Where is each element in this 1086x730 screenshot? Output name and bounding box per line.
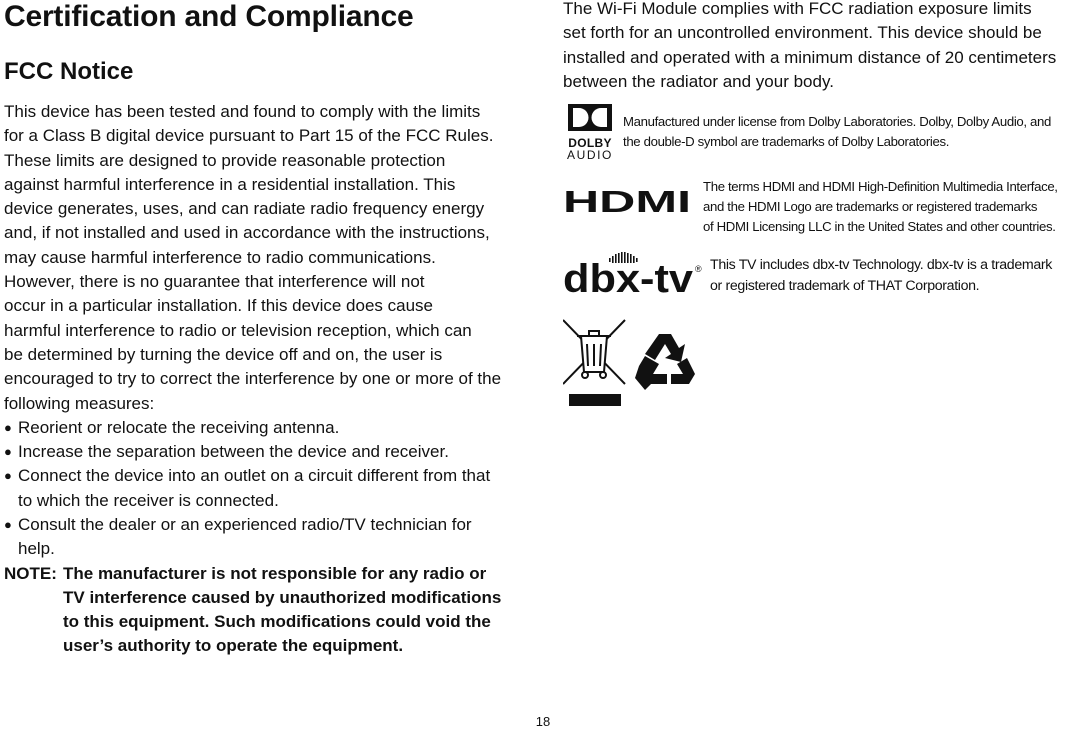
fcc-line: may cause harmful interference to radio communications. [4,247,436,267]
hdmi-line: The terms HDMI and HDMI High-Definition Multimedia Interface, [703,179,1058,194]
note-line: TV interference caused by unauthorized modifications [63,587,502,607]
fcc-line: be determined by turning the device off and on, the user is [4,344,443,364]
dbx-tv-logo-icon [563,252,705,296]
wifi-line: set forth for an uncontrolled environment. This device should be [563,23,1042,43]
measures-list [4,416,530,562]
right-column [563,0,1086,296]
note-line: user’s authority to operate the equipment. [63,635,404,655]
list-item [4,416,530,440]
note-line: to this equipment. Such modifications could void the [63,611,491,631]
disposal-icons [563,318,703,415]
dolby-section [563,102,1051,162]
wifi-line: installed and operated with a minimum distance of 20 centimeters [563,47,1057,67]
measure-line: Connect the device into an outlet on a circuit different from that [18,466,491,486]
wifi-line: The Wi-Fi Module complies with FCC radiation exposure limits [563,0,1032,18]
dbx-logo [563,252,705,301]
fcc-line: device generates, uses, and can radiate radio frequency energy [4,199,485,219]
dbx-section [563,252,1052,301]
fcc-line: These limits are designed to provide reasonable protection [4,150,446,170]
hdmi-line: of HDMI Licensing LLC in the United States and other countries. [703,219,1056,234]
measure-line: to which the receiver is connected. [18,490,279,510]
fcc-line: encouraged to try to correct the interference by one or more of the [4,369,502,389]
hdmi-logo [563,176,695,221]
fcc-line: However, there is no guarantee that interference will not [4,272,425,292]
fcc-line: against harmful interference in a residential installation. This [4,174,456,194]
fcc-note [4,562,530,658]
bullet-icon: ● [4,517,12,533]
dbx-line: or registered trademark of THAT Corporation. [710,278,980,294]
fcc-line: occur in a particular installation. If this device does cause [4,296,434,316]
dolby-logo-word: DOLBY [568,136,612,150]
hdmi-logo-icon [563,190,693,216]
registered-icon: ® [695,264,702,274]
hdmi-line: and the HDMI Logo are trademarks or registered trademarks [703,199,1038,214]
note-label: NOTE: [4,563,57,583]
fcc-line: and, if not installed and used in accordance with the instructions, [4,223,490,243]
wifi-line: between the radiator and your body. [563,71,834,91]
measure-line: Increase the separation between the device and receiver. [18,442,449,462]
left-column [4,0,530,658]
dolby-line: Manufactured under license from Dolby Laboratories. Dolby, Dolby Audio, and [623,114,1051,129]
dolby-text [623,112,1051,152]
measure-line: Consult the dealer or an experienced radio/TV technician for [18,515,472,535]
fcc-line: following measures: [4,393,155,413]
list-item [4,440,530,464]
fcc-line: for a Class B digital device pursuant to Part 15 of the FCC Rules. [4,126,494,146]
bullet-icon: ● [4,468,12,484]
recycle-icon [635,334,695,390]
fcc-line: This device has been tested and found to comply with the limits [4,102,481,121]
note-line: The manufacturer is not responsible for any radio or [63,563,487,583]
weee-crossed-bin-icon [563,318,703,410]
bullet-icon: ● [4,444,12,460]
note-text [4,562,530,658]
dbx-text [710,255,1052,297]
bullet-icon: ● [4,419,12,435]
page-number: 18 [535,714,551,729]
wifi-paragraph [563,0,1086,94]
page-title: Certification and Compliance [4,0,414,33]
list-item [4,513,530,562]
dolby-logo [565,102,617,162]
hdmi-section [563,176,1058,237]
dolby-line: the double-D symbol are trademarks of Dolby Laboratories. [623,134,950,149]
fcc-line: harmful interference to radio or television reception, which can [4,320,472,340]
dbx-line: This TV includes dbx-tv Technology. dbx-tv is a trademark [710,257,1052,273]
list-item [4,464,530,513]
dbx-logo-text: dbx-tv [563,257,694,296]
measure-line: Reorient or relocate the receiving antenna. [18,417,340,437]
hdmi-logo-text: HDMI [563,190,691,216]
measure-line: help. [18,539,55,559]
fcc-paragraph [4,100,530,416]
dolby-double-d-icon [565,102,615,132]
dolby-logo-word: AUDIO [566,148,613,162]
fcc-heading: FCC Notice [4,58,134,85]
hdmi-text [703,177,1058,237]
